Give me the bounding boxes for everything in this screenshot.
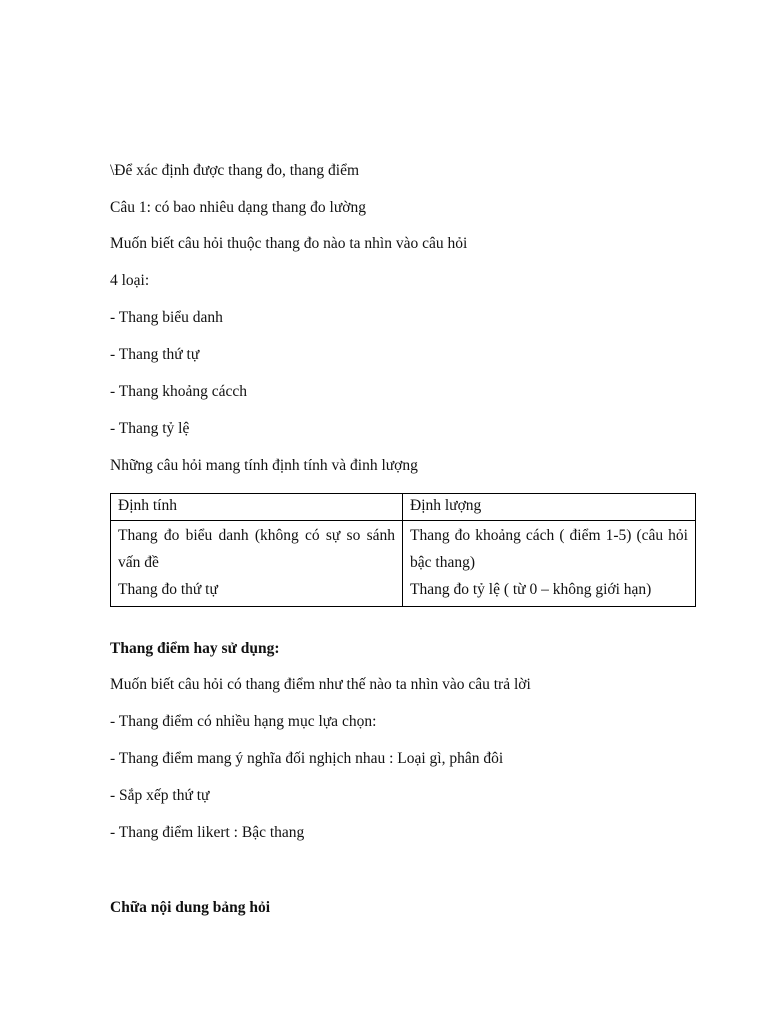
list-item: - Thang biểu danh bbox=[110, 309, 223, 326]
table-cell bbox=[111, 521, 403, 607]
intro-line: \Để xác định được thang đo, thang điểm bbox=[110, 162, 360, 179]
table-header-cell: Định lượng bbox=[403, 494, 696, 521]
text-line: Những câu hỏi mang tính định tính và đinh lượng bbox=[110, 457, 418, 474]
list-item: - Thang thứ tự bbox=[110, 346, 200, 363]
section-heading: Thang điểm hay sử dụng: bbox=[110, 640, 280, 657]
question-line: Câu 1: có bao nhiêu dạng thang đo lường bbox=[110, 199, 366, 216]
text-line: Muốn biết câu hỏi có thang điểm như thế nào ta nhìn vào câu trả lời bbox=[110, 676, 531, 693]
cell-text: Thang đo thứ tự bbox=[118, 581, 218, 598]
cell-text: Thang đo khoảng cách ( điểm 1-5) (câu hỏi bậc thang) bbox=[410, 527, 688, 571]
text-line: Muốn biết câu hỏi thuộc thang đo nào ta nhìn vào câu hỏi bbox=[110, 235, 468, 252]
section-heading: Chữa nội dung bảng hỏi bbox=[110, 899, 271, 916]
list-item: - Thang tỷ lệ bbox=[110, 420, 190, 437]
list-item: - Thang điểm likert : Bậc thang bbox=[110, 824, 305, 841]
table-header-row bbox=[111, 494, 696, 521]
cell-text: Thang đo biểu danh (không có sự so sánh vấn đề bbox=[118, 527, 395, 571]
text-line: 4 loại: bbox=[110, 272, 150, 289]
table-row bbox=[111, 521, 696, 607]
list-item: - Sắp xếp thứ tự bbox=[110, 787, 210, 804]
table-header-cell: Định tính bbox=[111, 494, 403, 521]
list-item: - Thang điểm có nhiều hạng mục lựa chọn: bbox=[110, 713, 377, 730]
list-item: - Thang khoảng cácch bbox=[110, 383, 248, 400]
list-item: - Thang điểm mang ý nghĩa đối nghịch nhau : Loại gì, phân đôi bbox=[110, 750, 504, 767]
cell-text: Thang đo tỷ lệ ( từ 0 – không giới hạn) bbox=[410, 581, 652, 598]
table-cell bbox=[403, 521, 696, 607]
scale-table bbox=[110, 493, 696, 607]
